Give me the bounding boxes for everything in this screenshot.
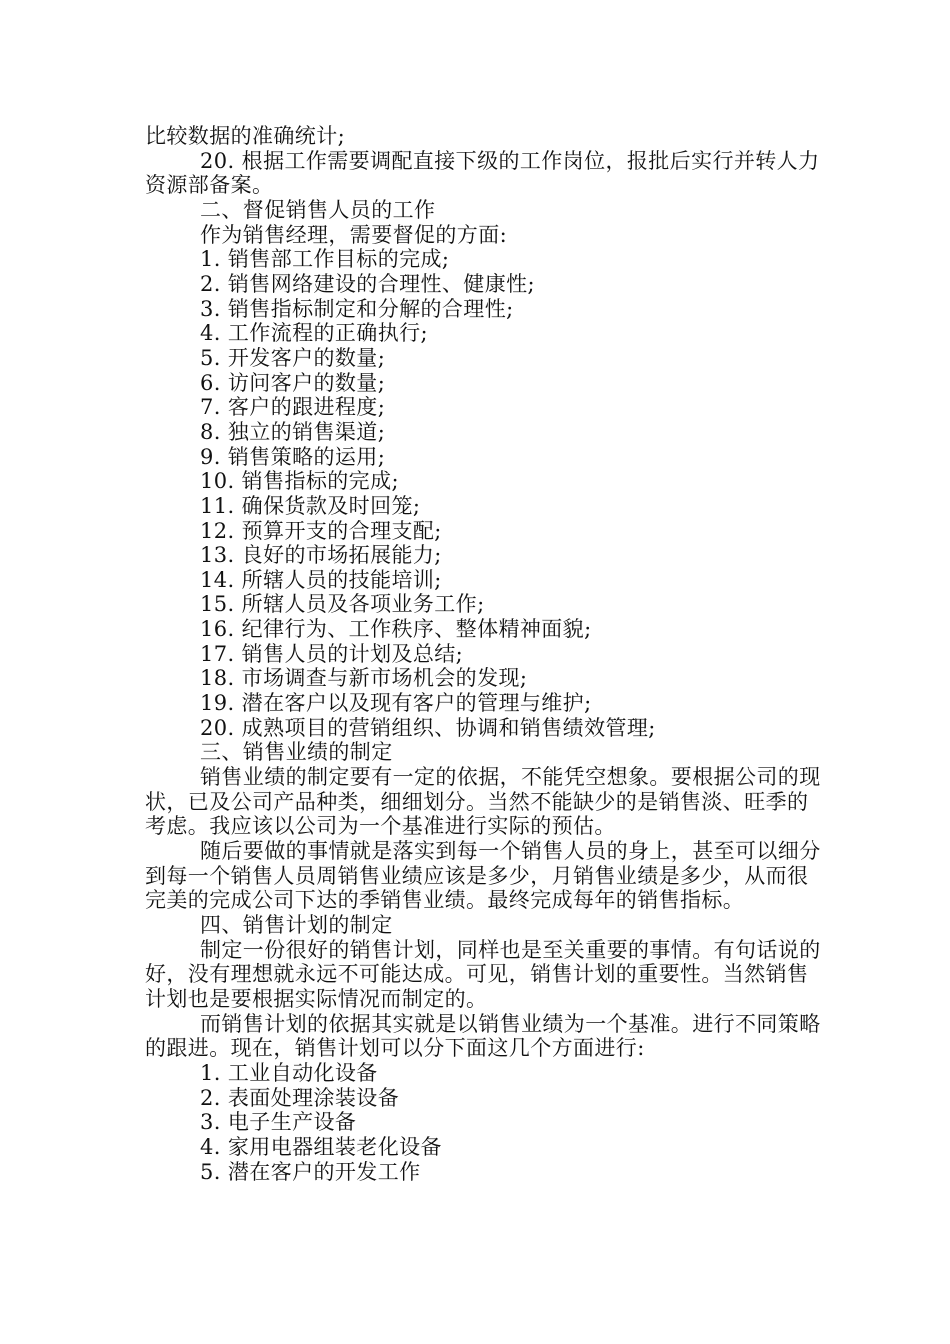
- list-item: 7. 客户的跟进程度;: [200, 395, 386, 420]
- list-item: 8. 独立的销售渠道;: [200, 419, 386, 444]
- list-item: 14. 所辖人员的技能培训;: [200, 567, 442, 592]
- list-item: 2. 表面处理涂装设备: [200, 1085, 400, 1110]
- section-4-paragraph-1: 制定一份很好的销售计划，同样也是至关重要的事情。有句话说的好，没有理想就永远不可能达成。可见，销售计划的重要性。当然销售计划也是要根据实际情况而制定的。: [145, 937, 821, 1011]
- section-2-heading: 二、督促销售人员的工作: [200, 197, 436, 222]
- list-item: 19. 潜在客户以及现有客户的管理与维护;: [200, 691, 592, 716]
- list-item: 12. 预算开支的合理支配;: [200, 518, 442, 543]
- list-item: 3. 销售指标制定和分解的合理性;: [200, 296, 514, 321]
- list-item: 1. 销售部工作目标的完成;: [200, 247, 450, 272]
- list-item: 13. 良好的市场拓展能力;: [200, 543, 442, 568]
- list-item: 4. 家用电器组装老化设备: [200, 1134, 442, 1159]
- list-item: 16. 纪律行为、工作秩序、整体精神面貌;: [200, 617, 592, 642]
- section-4-paragraph-2: 而销售计划的依据其实就是以销售业绩为一个基准。进行不同策略的跟进。现在，销售计划可以分下面这几个方面进行:: [145, 1011, 821, 1061]
- list-item: 3. 电子生产设备: [200, 1110, 357, 1135]
- section-2-list: [145, 247, 825, 740]
- list-item: 10. 销售指标的完成;: [200, 469, 399, 494]
- section-4-heading: 四、销售计划的制定: [200, 913, 393, 937]
- list-item: 1. 工业自动化设备: [200, 1060, 378, 1085]
- list-item: 4. 工作流程的正确执行;: [200, 321, 428, 346]
- document-body: [145, 124, 825, 1184]
- continuation-line: 比较数据的准确统计;: [145, 124, 346, 148]
- list-item: 17. 销售人员的计划及总结;: [200, 641, 464, 666]
- section-2-intro: 作为销售经理，需要督促的方面:: [200, 222, 508, 247]
- section-4-list: [145, 1061, 825, 1184]
- section-3-heading: 三、销售业绩的制定: [200, 740, 393, 765]
- list-item: 6. 访问客户的数量;: [200, 370, 386, 395]
- list-item: 5. 开发客户的数量;: [200, 345, 386, 370]
- list-item: 15. 所辖人员及各项业务工作;: [200, 592, 485, 617]
- list-item: 11. 确保货款及时回笼;: [200, 493, 421, 518]
- item-20-paragraph: 20. 根据工作需要调配直接下级的工作岗位，报批后实行并转人力资源部备案。: [145, 148, 820, 198]
- list-item: 18. 市场调查与新市场机会的发现;: [200, 666, 528, 691]
- list-item: 20. 成熟项目的营销组织、协调和销售绩效管理;: [200, 715, 656, 740]
- list-item: 9. 销售策略的运用;: [200, 444, 386, 469]
- section-3-paragraph-1: 销售业绩的制定要有一定的依据，不能凭空想象。要根据公司的现状，已及公司产品种类，细细划分。当然不能缺少的是销售淡、旺季的考虑。我应该以公司为一个基准进行实际的预估。: [145, 765, 821, 839]
- section-3-paragraph-2: 随后要做的事情就是落实到每一个销售人员的身上，甚至可以细分到每一个销售人员周销售业绩应该是多少，月销售业绩是多少，从而很完美的完成公司下达的季销售业绩。最终完成每年的销售指标。: [145, 839, 821, 913]
- list-item: 2. 销售网络建设的合理性、健康性;: [200, 271, 535, 296]
- list-item: 5. 潜在客户的开发工作: [200, 1159, 421, 1184]
